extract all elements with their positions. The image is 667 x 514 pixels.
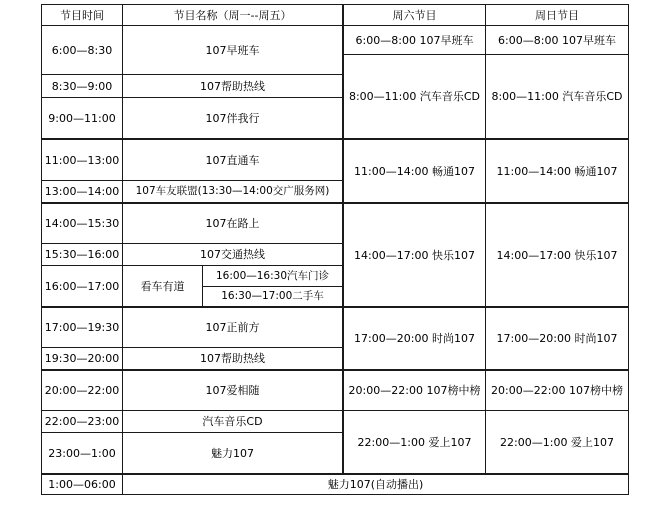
time-cell: 20:00—22:00 [44,384,120,397]
sunday-program: 17:00—20:00 时尚107 [496,332,618,345]
program-cell: 107在路上 [205,217,260,230]
program-cell: 107帮助热线 [200,352,265,365]
header-saturday: 周六节目 [392,8,437,22]
saturday-program: 20:00—22:00 107榜中榜 [348,384,481,397]
sunday-program: 20:00—22:00 107榜中榜 [491,384,623,397]
program-cell: 107早班车 [205,43,260,57]
time-cell: 16:00—17:00 [44,279,120,293]
time-cell: 23:00—1:00 [48,446,116,460]
time-cell: 8:30—9:00 [51,79,113,93]
program-cell: 107伴我行 [205,111,260,125]
time-cell: 13:00—14:00 [44,185,120,198]
time-cell: 17:00—19:30 [44,321,120,334]
saturday-program: 6:00—8:00 107早班车 [355,33,474,47]
sunday-program: 6:00—8:00 107早班车 [498,33,616,47]
program-cell: 107直通车 [205,153,260,167]
header-time: 节目时间 [60,8,104,22]
program-subcell: 16:00—16:30汽车门诊 [215,269,330,282]
table-border-right [628,4,629,495]
program-cell: 魅力107 [211,446,254,460]
time-cell: 11:00—13:00 [44,153,120,167]
sunday-program: 8:00—11:00 汽车音乐CD [491,90,623,103]
time-cell: 9:00—11:00 [48,111,116,125]
header-sunday: 周日节目 [535,8,579,22]
time-cell: 15:30—16:00 [44,248,120,261]
time-cell: 1:00—06:00 [48,478,116,491]
time-cell: 14:00—15:30 [44,217,120,230]
sunday-program: 14:00—17:00 快乐107 [496,248,618,262]
program-cell: 107爱相随 [205,384,260,397]
time-cell: 22:00—23:00 [44,415,120,428]
saturday-program: 22:00—1:00 爱上107 [357,435,472,449]
program-group-cell: 看车有道 [140,279,185,293]
saturday-program: 14:00—17:00 快乐107 [354,248,475,262]
sunday-program: 11:00—14:00 畅通107 [496,164,618,178]
program-cell: 汽车音乐CD [202,415,263,428]
sunday-program: 22:00—1:00 爱上107 [500,435,614,449]
program-cell: 107帮助热线 [200,79,265,93]
table-border-bottom [41,494,629,495]
header-weekday: 节目名称（周一--周五） [173,8,292,22]
saturday-program: 8:00—11:00 汽车音乐CD [348,90,481,103]
saturday-program: 11:00—14:00 畅通107 [354,164,475,178]
time-cell: 6:00—8:30 [51,43,113,57]
program-cell: 107车友联盟(13:30—14:00交广服务网) [135,185,330,198]
program-subcell: 16:30—17:00二手车 [221,290,324,303]
program-cell: 107交通热线 [200,248,265,261]
program-cell: 107正前方 [205,321,260,334]
program-cell: 魅力107(自动播出) [327,478,424,491]
time-cell: 19:30—20:00 [44,352,120,365]
saturday-program: 17:00—20:00 时尚107 [354,332,475,345]
